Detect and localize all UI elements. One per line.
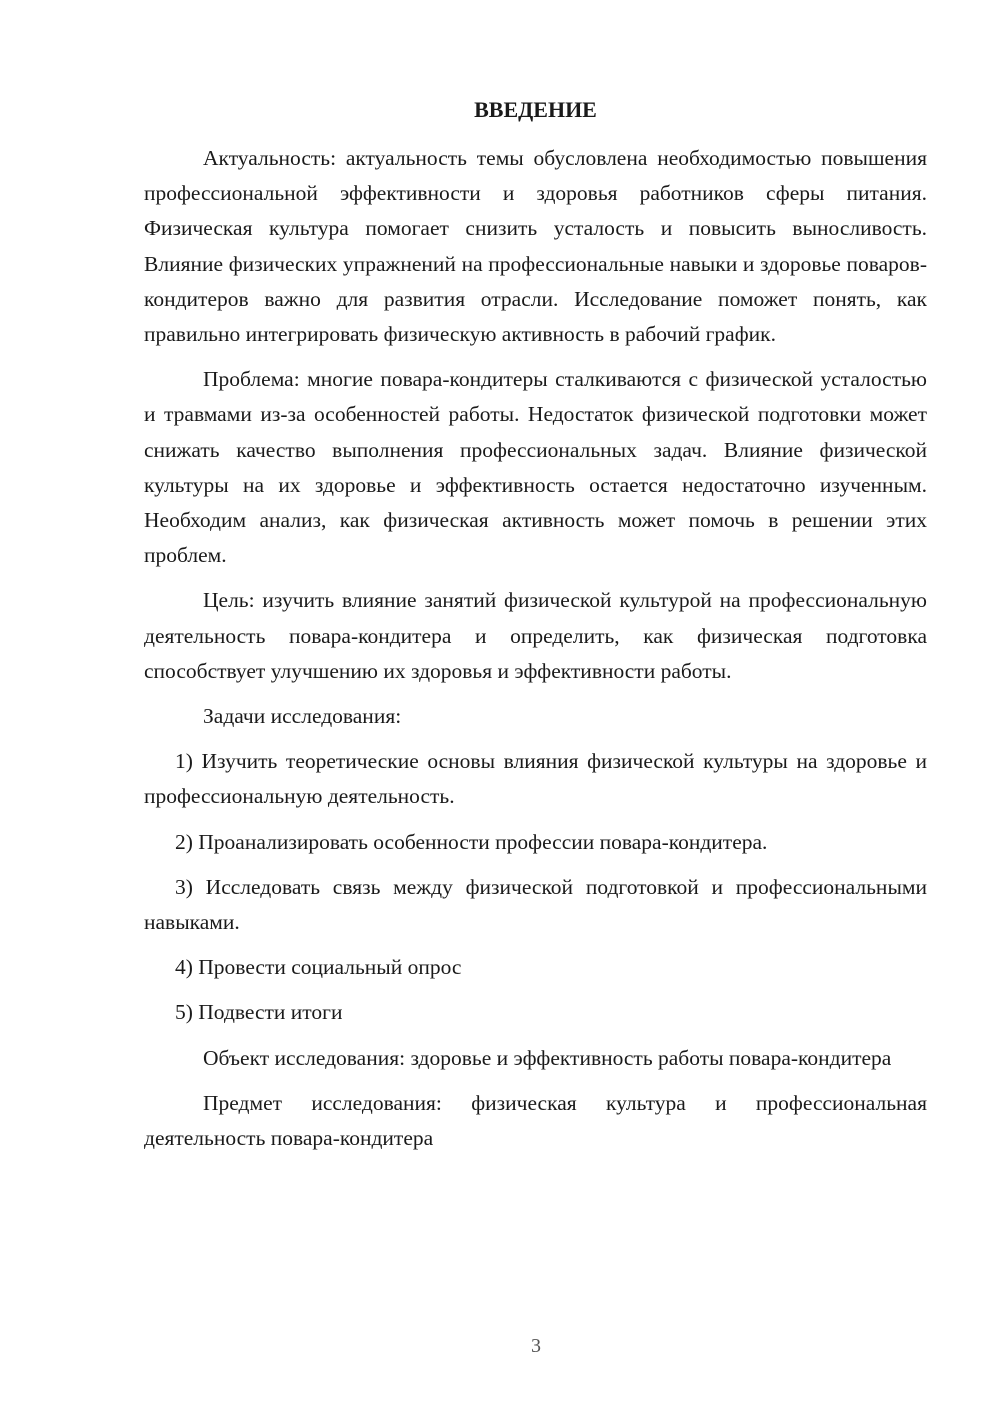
tasks-title: Задачи исследования: — [203, 704, 402, 729]
page-number: 3 — [531, 1335, 541, 1357]
paragraph-subject: Предмет исследования: физическая культура и профессиональная деятельность повара-кондитера — [144, 1090, 927, 1151]
paragraph-goal: Цель: изучить влияние занятий физической культурой на профессиональную деятельность повара-кондитера и определить, как физическая подготовка способствует улучшению их здоровья и эффективности работы. — [144, 588, 927, 683]
task-item: 3) Исследовать связь между физической подготовкой и профессиональными навыками. — [144, 874, 927, 935]
task-item: 4) Провести социальный опрос — [175, 955, 462, 980]
paragraph-object: Объект исследования: здоровье и эффективность работы повара-кондитера — [203, 1045, 892, 1070]
task-item: 5) Подвести итоги — [175, 1000, 343, 1025]
task-item: 1) Изучить теоретические основы влияния физической культуры на здоровье и профессиональную деятельность. — [144, 749, 927, 809]
paragraph-relevance: Актуальность: актуальность темы обусловлена необходимостью повышения профессиональной эффективности и здоровья работников сферы питания. Физическая культура помогает снизить усталость и повысить выносливость. Влияние физических упражнений на профессиональные навыки и здоровье поваров-кондитеров важно для развития отрасли. Исследование поможет понять, как правильно интегрировать физическую активность в рабочий график. — [144, 146, 927, 347]
task-item: 2) Проанализировать особенности профессии повара-кондитера. — [175, 829, 768, 854]
document-page — [144, 96, 927, 1166]
paragraph-problem: Проблема: многие повара-кондитеры сталкиваются с физической усталостью и травмами из-за особенностей работы. Недостаток физической подготовки может снижать качество выполнения профессиональных задач. Влияние физической культуры на их здоровье и эффективность остается недостаточно изученным. Необходим анализ, как физическая активность может помочь в решении этих проблем. — [144, 367, 927, 568]
page-title: ВВЕДЕНИЕ — [474, 97, 597, 122]
